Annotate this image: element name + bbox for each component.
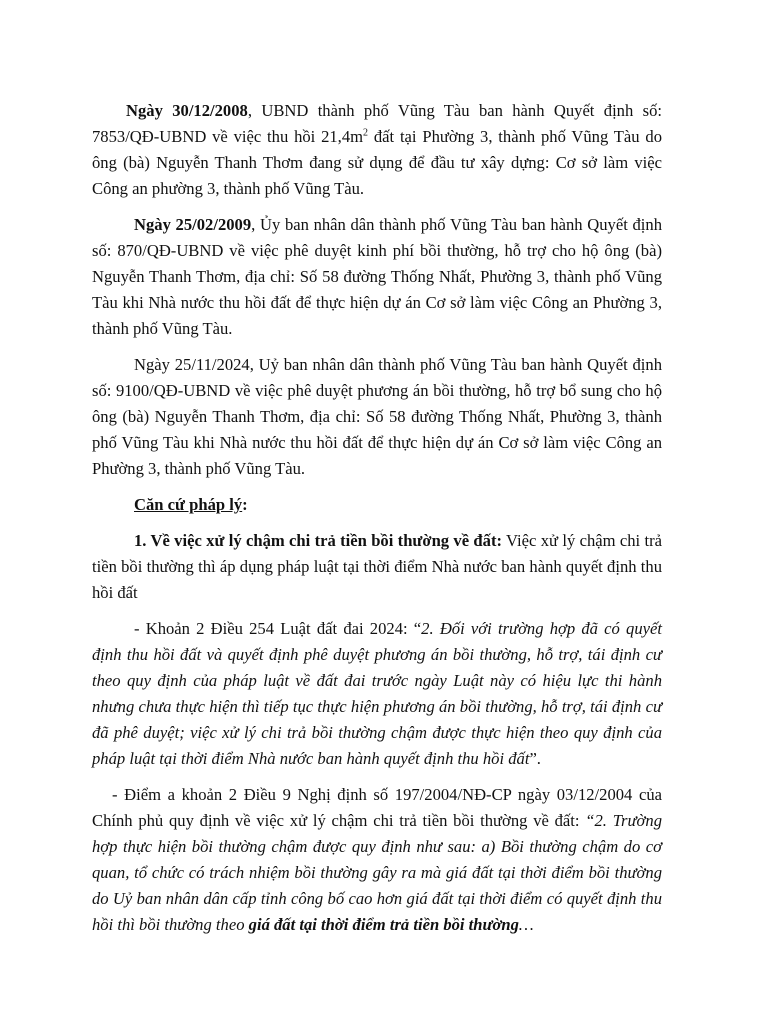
superscript-2: 2 <box>363 127 369 139</box>
item-1-text: Việc xử lý chậm chi trả tiền bồi thường thì áp dụng pháp luật tại thời điểm Nhà nước ban hành quyết định thu hồi đất <box>92 531 662 602</box>
paragraph-land-law-2024 <box>92 616 662 772</box>
decision-2008-text: , UBND thành phố Vũng Tàu ban hành Quyết định số: 7853/QĐ-UBND về việc thu hồi 21,4m <box>92 101 662 146</box>
paragraph-item-1 <box>92 528 662 606</box>
item-1-title: 1. Về việc xử lý chậm chi trả tiền bồi thường về đất: <box>134 531 503 550</box>
paragraph-decision-2009 <box>92 212 662 342</box>
decree-prefix: - Điểm a khoản 2 Điều 9 Nghị định số 197/2004/NĐ-CP ngày 03/12/2004 của Chính phủ quy định về việc xử lý chậm chi trả tiền bồi thường về đất: <box>92 785 662 830</box>
decision-2009-text: , Ủy ban nhân dân thành phố Vũng Tàu ban hành Quyết định số: 870/QĐ-UBND về việc phê duyệt kinh phí bồi thường, hỗ trợ cho hộ ông (bà) Nguyễn Thanh Thơm, địa chỉ: Số 58 đường Thống Nhất, Phường 3, thành phố Vũng Tàu khi Nhà nước thu hồi đất để thực hiện dự án Cơ sở làm việc Công an Phường 3, thành phố Vũng Tàu. <box>92 215 662 338</box>
decision-2008-text-cont: đất tại Phường 3, thành phố Vũng Tàu do ông (bà) Nguyễn Thanh Thơm đang sử dụng để đầu tư xây dựng: Cơ sở làm việc Công an phường 3, thành phố Vũng Tàu. <box>92 127 662 198</box>
date-2009: Ngày 25/02/2009 <box>134 215 252 234</box>
legal-basis-heading <box>92 492 662 518</box>
decree-ellipsis: … <box>518 915 534 934</box>
paragraph-decision-2008 <box>92 98 662 202</box>
legal-basis-colon: : <box>242 495 248 514</box>
paragraph-decree-197 <box>92 782 662 938</box>
land-law-prefix: - Khoản 2 Điều 254 Luật đất đai 2024: “ <box>134 619 422 638</box>
legal-basis-title: Căn cứ pháp lý <box>134 495 243 514</box>
paragraph-decision-2024: Ngày 25/11/2024, Uỷ ban nhân dân thành phố Vũng Tàu ban hành Quyết định số: 9100/QĐ-UBND về việc phê duyệt phương án bồi thường, hỗ trợ bổ sung cho hộ ông (bà) Nguyễn Thanh Thơm, địa chỉ: Số 58 đường Thống Nhất, Phường 3, thành phố Vũng Tàu khi Nhà nước thu hồi đất để thực hiện dự án Cơ sở làm việc Công an Phường 3, thành phố Vũng Tàu. <box>92 355 662 478</box>
land-law-suffix: ”. <box>529 749 541 768</box>
decree-quote: “2. Trường hợp thực hiện bồi thường chậm được quy định như sau: a) Bồi thường chậm do cơ quan, tổ chức có trách nhiệm bồi thường gây ra mà giá đất tại thời điểm bồi thường do Uỷ ban nhân dân cấp tỉnh công bố cao hơn giá đất tại thời điểm có quyết định thu hồi thì bồi thường theo <box>92 811 662 934</box>
land-law-quote: 2. Đối với trường hợp đã có quyết định thu hồi đất và quyết định phê duyệt phương án bồi thường, hỗ trợ, tái định cư theo quy định của pháp luật về đất đai trước ngày Luật này có hiệu lực thi hành nhưng chưa thực hiện thì tiếp tục thực hiện phương án bồi thường, hỗ trợ, tái định cư đã phê duyệt; việc xử lý chi trả bồi thường chậm được thực hiện theo quy định của pháp luật tại thời điểm Nhà nước ban hành quyết định thu hồi đất <box>92 619 662 768</box>
decree-quote-bold: giá đất tại thời điểm trả tiền bồi thường <box>248 915 519 934</box>
date-2008: Ngày 30/12/2008 <box>126 101 248 120</box>
